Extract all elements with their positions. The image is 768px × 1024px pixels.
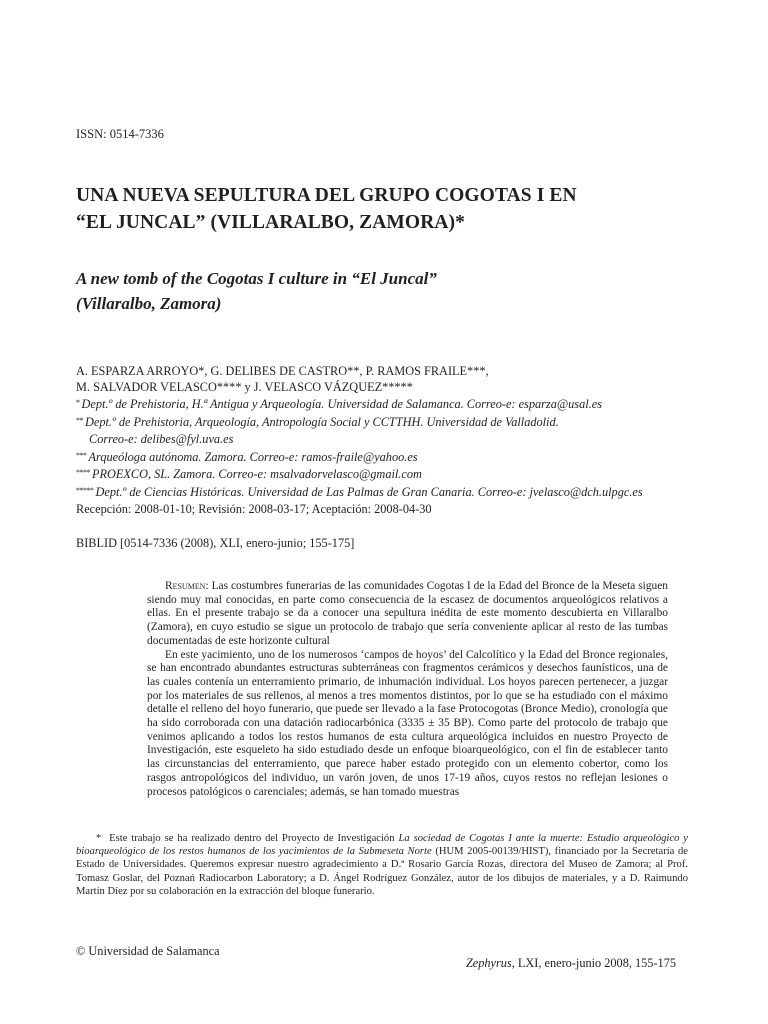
affiliation-4 [76,465,676,483]
affiliation-2 [76,413,676,431]
affiliation-mark: **** [76,468,90,477]
affiliation-text: Dept.º de Ciencias Históricas. Universidad de Las Palmas de Gran Canaria. Correo-e: jvelasco@dch.ulpgc.es [95,484,643,499]
affiliation-3 [76,448,676,466]
abstract-paragraph-2: En este yacimiento, uno de los numerosos ‘campos de hoyos’ del Calcolítico y la Edad del Bronce regionales, se han encontrado abundantes estructuras subterráneas con fragmentos cerámicos y desechos faunísticos, una de las cuales contenía un enterramiento primario, de inhumación individual. Los hoyos parecen pertenecer, a juzgar por los materiales de sus rellenos, al menos a tres momentos distintos, por lo que se ha estudiado con el máximo detalle el relleno del hoyo funerario, que puede ser llevado a la fase Protocogotas (Bronce Medio), cronología que ha sido corroborada con una datación radiocarbónica (3335 ± 35 BP). Como parte del protocolo de trabajo que venimos aplicando a todos los restos humanos de esta cultura arqueológica incluidos en nuestro Proyecto de Investigación, este esqueleto ha sido estudiado desde un enfoque bioarqueológico, con el fin de establecer tanto las circunstancias del enterramiento, que parece haber estado protegido con un elemento cobertor, como los rasgos antropológicos del individuo, un varón joven, de unos 17-19 años, cuyos restos no reflejan lesiones o procesos patológicos o carenciales; además, se han tomado muestras [147,648,668,798]
affiliation-mark: ** [76,415,83,425]
subtitle-line-1: A new tomb of the Cogotas I culture in “El Juncal” [76,269,437,288]
subtitle-line-2: (Villaralbo, Zamora) [76,294,222,313]
abstract-paragraph-1 [147,580,668,649]
affiliation-mark: *** [76,450,87,460]
abstract [147,580,668,799]
abstract-text-1: Las costumbres funerarias de las comunidades Cogotas I de la Edad del Bronce de la Meseta siguen siendo muy mal conocidas, en parte como consecuencia de la escasez de documentos arqueológicos relativos a ellas. En el presente trabajo se da a conocer una sepultura inédita de este momento descubierta en Villaralbo (Zamora), en cuyo estudio se sigue un protocolo de trabajo que sería conveniente aplicar al resto de las tumbas documentadas de este horizonte cultural [147,580,668,647]
affiliation-1 [76,395,676,413]
authors-line-1: A. ESPARZA ARROYO*, G. DELIBES DE CASTRO**, P. RAMOS FRAILE***, [76,364,489,378]
footnote-mark: * [96,833,102,844]
affiliation-text: PROEXCO, SL. Zamora. Correo-e: msalvadorvelasco@gmail.com [92,467,422,481]
abstract-label: Resumen: [165,580,209,592]
biblid: BIBLID [0514-7336 (2008), XLI, enero-junio; 155-175] [76,536,355,550]
issn: ISSN: 0514-7336 [76,127,164,141]
affiliation-mark: ***** [76,485,94,495]
affiliation-text: Dept.º de Prehistoria, Arqueología, Antropología Social y CCTTHH. Universidad de Valladolid. [85,414,559,429]
footnote-text-1: Este trabajo se ha realizado dentro del Proyecto de Investigación [109,833,399,844]
footnote-text [76,832,688,898]
affiliation-5 [76,483,676,501]
article-subtitle [76,266,437,316]
journal-name: Zephyrus [465,956,512,971]
journal-issue: , LXI, enero-junio 2008, 155-175 [511,956,676,971]
affiliation-text: Correo-e: delibes@fyl.uva.es [89,432,234,446]
footer-journal-info [466,956,676,971]
affiliation-text: Arqueóloga autónoma. Zamora. Correo-e: ramos-fraile@yahoo.es [88,449,418,464]
submission-dates: Recepción: 2008-01-10; Revisión: 2008-03-17; Aceptación: 2008-04-30 [76,502,432,516]
affiliation-2-email [76,430,676,448]
affiliation-text: Dept.º de Prehistoria, H.ª Antigua y Arqueología. Universidad de Salamanca. Correo-e: esparza@usal.es [81,397,602,411]
footnote-project-title: La sociedad de Cogotas I ante la muerte: Estudio arqueológico y bioarqueológico de los restos humanos de los yacimientos de la Submeseta Norte [76,833,689,858]
article-title [76,182,577,236]
footnote [76,832,688,898]
footer-copyright: © Universidad de Salamanca [76,944,220,958]
title-line-2: “EL JUNCAL” (VILLARALBO, ZAMORA)* [76,212,465,233]
footnote-text-2: (HUM 2005-00139/HIST), financiado por la Secretaría de Estado de Universidades. Queremos expresar nuestro agradecimiento a D.ª Rosario García Rozas, directora del Museo de Zamora; al Prof. Tomasz Goslar, del Poznań Radiocarbon Laboratory; a D. Ángel Rodríguez González, autor de los dibujos de materiales, y a D. Raimundo Martín Díez por su colaboración en la extracción del bloque funerario. [76,846,688,897]
authors-line-2: M. SALVADOR VELASCO**** y J. VELASCO VÁZQUEZ***** [76,379,413,394]
authors-block [76,364,676,500]
affiliation-mark: * [76,398,80,407]
title-line-1: UNA NUEVA SEPULTURA DEL GRUPO COGOTAS I EN [76,185,577,206]
